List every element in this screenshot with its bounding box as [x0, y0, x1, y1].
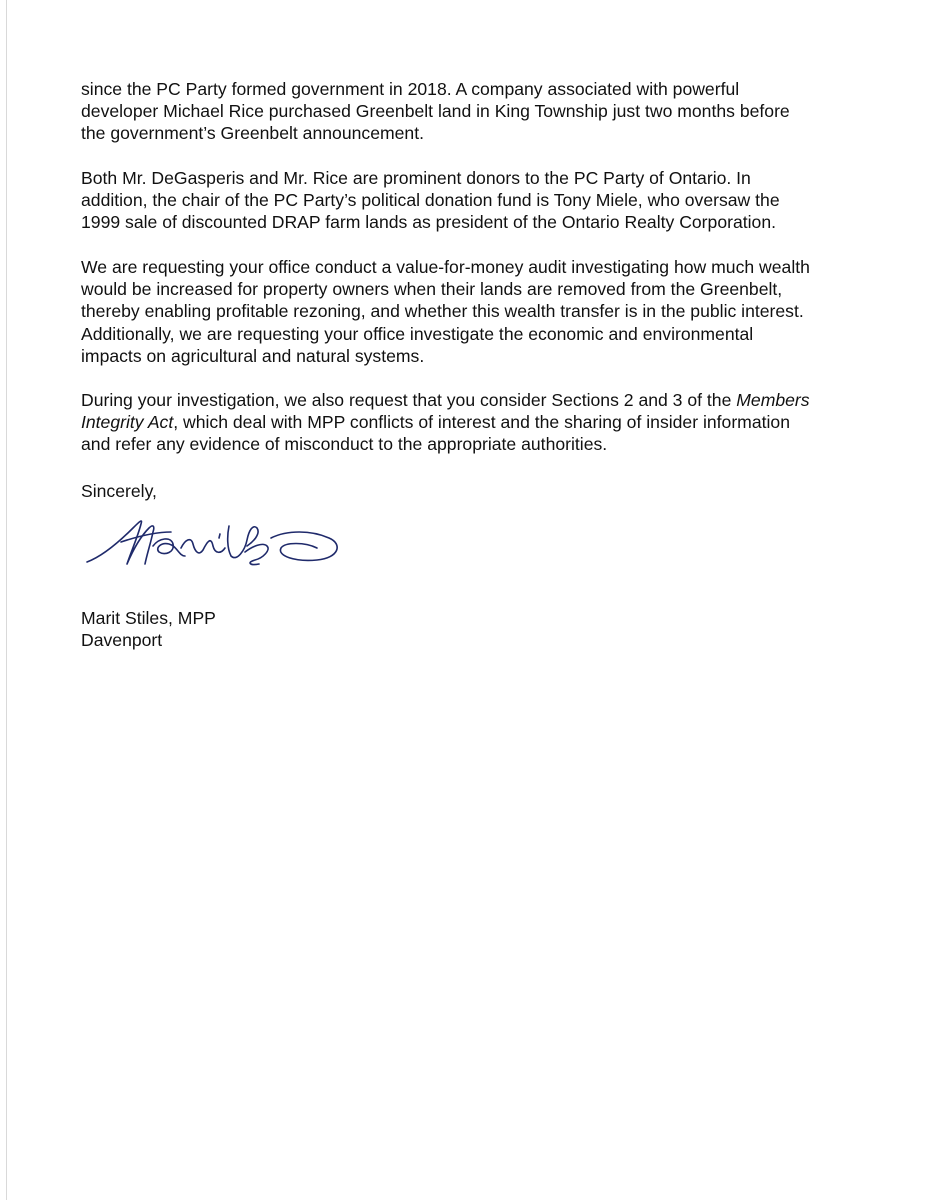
paragraph-line — [81, 411, 881, 433]
handwritten-signature — [81, 502, 361, 592]
page-edge-rule — [6, 0, 7, 1200]
paragraph-audit-request — [81, 256, 881, 367]
paragraph-line: 1999 sale of discounted DRAP farm lands as president of the Ontario Realty Corporation. — [81, 212, 777, 233]
paragraph-line: the government’s Greenbelt announcement. — [81, 123, 424, 144]
act-title-italic: Members — [736, 390, 810, 410]
paragraph-line: We are requesting your office conduct a value-for-money audit investigating how much wealth — [81, 257, 810, 277]
paragraph-line: would be increased for property owners when their lands are removed from the Greenbelt, — [81, 279, 783, 300]
paragraph-line: since the PC Party formed government in 2018. A company associated with powerful — [81, 79, 740, 99]
paragraph-line: developer Michael Rice purchased Greenbelt land in King Township just two months before — [81, 101, 790, 122]
signer-riding: Davenport — [81, 630, 163, 651]
paragraph-line: and refer any evidence of misconduct to the appropriate authorities. — [81, 434, 608, 455]
signer-name: Marit Stiles, MPP — [81, 608, 216, 628]
paragraph-greenbelt-purchase — [81, 78, 881, 145]
paragraph-donors — [81, 167, 881, 234]
paragraph-line: Both Mr. DeGasperis and Mr. Rice are prominent donors to the PC Party of Ontario. In — [81, 168, 751, 188]
paragraph-members-integrity-act — [81, 389, 881, 456]
paragraph-line — [81, 389, 881, 411]
paragraph-text: , which deal with MPP conflicts of interest and the sharing of insider information — [173, 412, 790, 433]
paragraph-line: thereby enabling profitable rezoning, and whether this wealth transfer is in the public interest. — [81, 301, 804, 322]
signature-block — [81, 607, 216, 651]
paragraph-line: impacts on agricultural and natural systems. — [81, 345, 425, 366]
closing-salutation: Sincerely, — [81, 481, 157, 501]
paragraph-line: Additionally, we are requesting your office investigate the economic and environmental — [81, 323, 754, 344]
paragraph-line: addition, the chair of the PC Party’s political donation fund is Tony Miele, who oversaw the — [81, 190, 780, 211]
act-title-italic: Integrity Act — [81, 412, 174, 433]
paragraph-text: During your investigation, we also request that you consider Sections 2 and 3 of the — [81, 390, 737, 410]
